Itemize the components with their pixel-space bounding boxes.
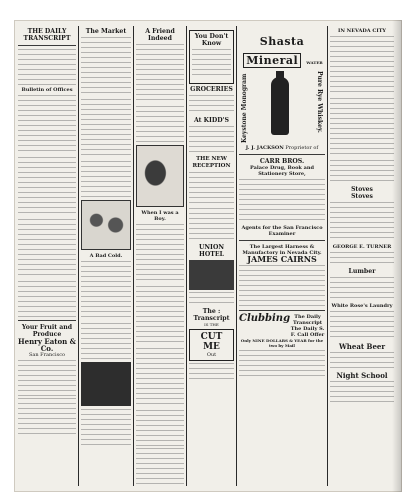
bottle-neck <box>276 71 284 81</box>
store-name: Henry Eaton & Co. <box>18 337 76 353</box>
stoves-heading: Stoves <box>351 186 373 193</box>
ad-subheading: Out <box>206 352 217 358</box>
ad-heading: At KIDD'S <box>193 117 230 124</box>
newspaper-page <box>14 20 402 492</box>
ad-box <box>189 30 234 84</box>
bottle-image <box>271 77 289 135</box>
shasta-title: Shasta <box>259 35 305 48</box>
column-5 <box>239 28 325 486</box>
store-description: Palace Drug, Book and Stationery Store, <box>249 165 315 177</box>
column-rule <box>78 26 79 486</box>
column-6 <box>330 28 394 486</box>
column-rule <box>327 26 328 486</box>
ad-heading: GROCERIES <box>190 86 233 93</box>
harness-heading: The Largest Harness & Manufactory in Nevada City. <box>242 244 322 256</box>
column-heading: A Friend Indeed <box>145 28 175 42</box>
ad-image <box>81 362 131 406</box>
clubbing-line: The Daily S. F. Call Offer <box>290 326 325 338</box>
ad-heading: THE NEW RECEPTION <box>192 156 231 169</box>
store-heading: Your Fruit and Produce <box>21 324 73 338</box>
clubbing-ad <box>239 314 325 338</box>
column-heading: IN NEVADA CITY <box>338 28 386 34</box>
harness-name: JAMES CAIRNS <box>247 254 317 264</box>
ad-heading: You Don't Know <box>194 33 229 47</box>
monogram-label: Keystone Monogram <box>241 73 248 143</box>
column-rule <box>133 26 134 486</box>
masthead: THE DAILY TRANSCRIPT <box>23 28 71 42</box>
store-city: San Francisco <box>28 352 66 358</box>
proprietor-name: J. J. JACKSON <box>245 145 284 151</box>
column-2 <box>81 28 131 486</box>
lumber-heading: Lumber <box>348 268 376 275</box>
whiskey-ad <box>239 71 325 143</box>
ad-heading: CUT ME <box>200 332 223 352</box>
column-3 <box>136 28 184 486</box>
illustration-caption: A Bad Cold. <box>89 253 123 259</box>
clubbing-line: The Daily Transcript <box>293 314 323 326</box>
column-1 <box>18 28 76 486</box>
ad-subheading: IS THE <box>204 322 219 327</box>
column-rule <box>186 26 187 486</box>
page-shadow <box>392 20 402 492</box>
ad-heading: UNION HOTEL <box>199 244 224 258</box>
water-label: WATER <box>306 60 323 65</box>
column-rule <box>236 26 237 486</box>
illustration <box>81 200 131 250</box>
mineral-title: Mineral <box>243 53 301 68</box>
column-4 <box>189 28 234 486</box>
school-heading: Night School <box>336 371 388 380</box>
illustration-caption: When I was a Boy. <box>141 210 179 222</box>
section-heading: Bulletin of Offices <box>21 87 73 93</box>
agents-line: Agents for the San Francisco Examiner <box>241 225 323 237</box>
ad-heading: The : Transcript <box>193 308 230 322</box>
clubbing-offer: Only NINE DOLLARS & YEAR for the two by Mail <box>240 338 324 348</box>
hotel-image <box>189 260 234 290</box>
beer-heading: Wheat Beer <box>338 342 386 351</box>
stoves-heading: Stoves <box>351 193 373 200</box>
rye-label: Pure Rye Whiskey. <box>316 71 323 133</box>
store-heading: CARR BROS. <box>259 158 305 165</box>
ad-box <box>189 329 234 361</box>
clubbing-title: Clubbing <box>239 313 291 324</box>
proprietor-label: Proprietor of <box>285 145 319 151</box>
laundry-heading: White Rose's Laundry <box>331 303 393 309</box>
shasta-ad <box>239 30 325 68</box>
dealer-name: GEORGE E. TURNER <box>332 244 392 250</box>
illustration <box>136 145 184 207</box>
market-heading: The Market <box>85 28 127 35</box>
